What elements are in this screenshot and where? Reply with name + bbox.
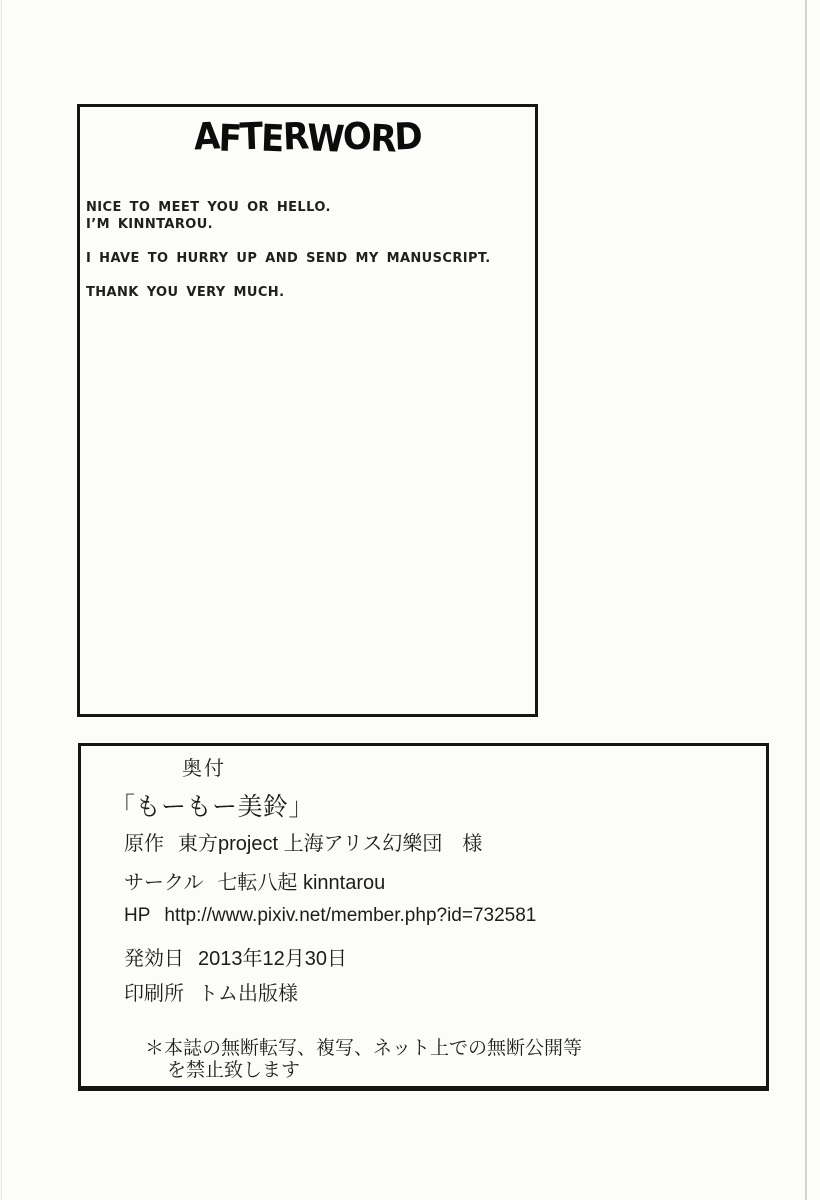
colophon-row-printer bbox=[124, 977, 298, 1006]
row-label-issue-date: 発効日 bbox=[124, 948, 184, 970]
afterword-panel bbox=[77, 104, 538, 717]
afterword-body bbox=[86, 199, 531, 301]
row-value-issue-date: 2013年12月30日 bbox=[198, 948, 347, 970]
colophon-panel bbox=[78, 743, 769, 1091]
afterword-line-greeting-2: I’M KINNTAROU. bbox=[86, 217, 213, 232]
row-label-circle: サークル bbox=[124, 872, 204, 894]
afterword-line-thanks: THANK YOU VERY MUCH. bbox=[86, 285, 285, 300]
afterword-title: AFTERWORD bbox=[193, 114, 422, 161]
colophon-heading: 奥付 bbox=[182, 758, 226, 780]
afterword-line-greeting-1: NICE TO MEET YOU OR HELLO. bbox=[86, 200, 331, 215]
copyright-notice-line-1: ＊本誌の無断転写、複写、ネット上での無断公開等 bbox=[145, 1038, 583, 1059]
row-label-homepage: HP bbox=[124, 905, 151, 926]
copyright-notice bbox=[145, 1038, 582, 1082]
row-value-original-work: 東方project 上海アリス幻樂団 様 bbox=[178, 833, 483, 855]
row-label-original-work: 原作 bbox=[124, 833, 164, 855]
colophon-row-homepage bbox=[124, 905, 536, 927]
colophon-row-original-work bbox=[124, 827, 482, 856]
copyright-notice-line-2: を禁止致します bbox=[167, 1060, 301, 1081]
colophon-row-issue-date bbox=[124, 942, 347, 971]
page-edge-shadow-left bbox=[1, 0, 2, 1200]
row-value-printer: トム出版様 bbox=[198, 983, 298, 1005]
row-value-homepage-url: http://www.pixiv.net/member.php?id=732581 bbox=[164, 905, 537, 926]
afterword-line-manuscript: I HAVE TO HURRY UP AND SEND MY MANUSCRIPT. bbox=[86, 251, 491, 266]
colophon-row-circle bbox=[124, 866, 385, 895]
row-label-printer: 印刷所 bbox=[124, 983, 184, 1005]
page-edge-shadow-right bbox=[805, 0, 807, 1200]
book-title: 「もーもー美鈴」 bbox=[110, 793, 315, 821]
row-value-circle: 七転八起 kinntarou bbox=[217, 872, 386, 894]
